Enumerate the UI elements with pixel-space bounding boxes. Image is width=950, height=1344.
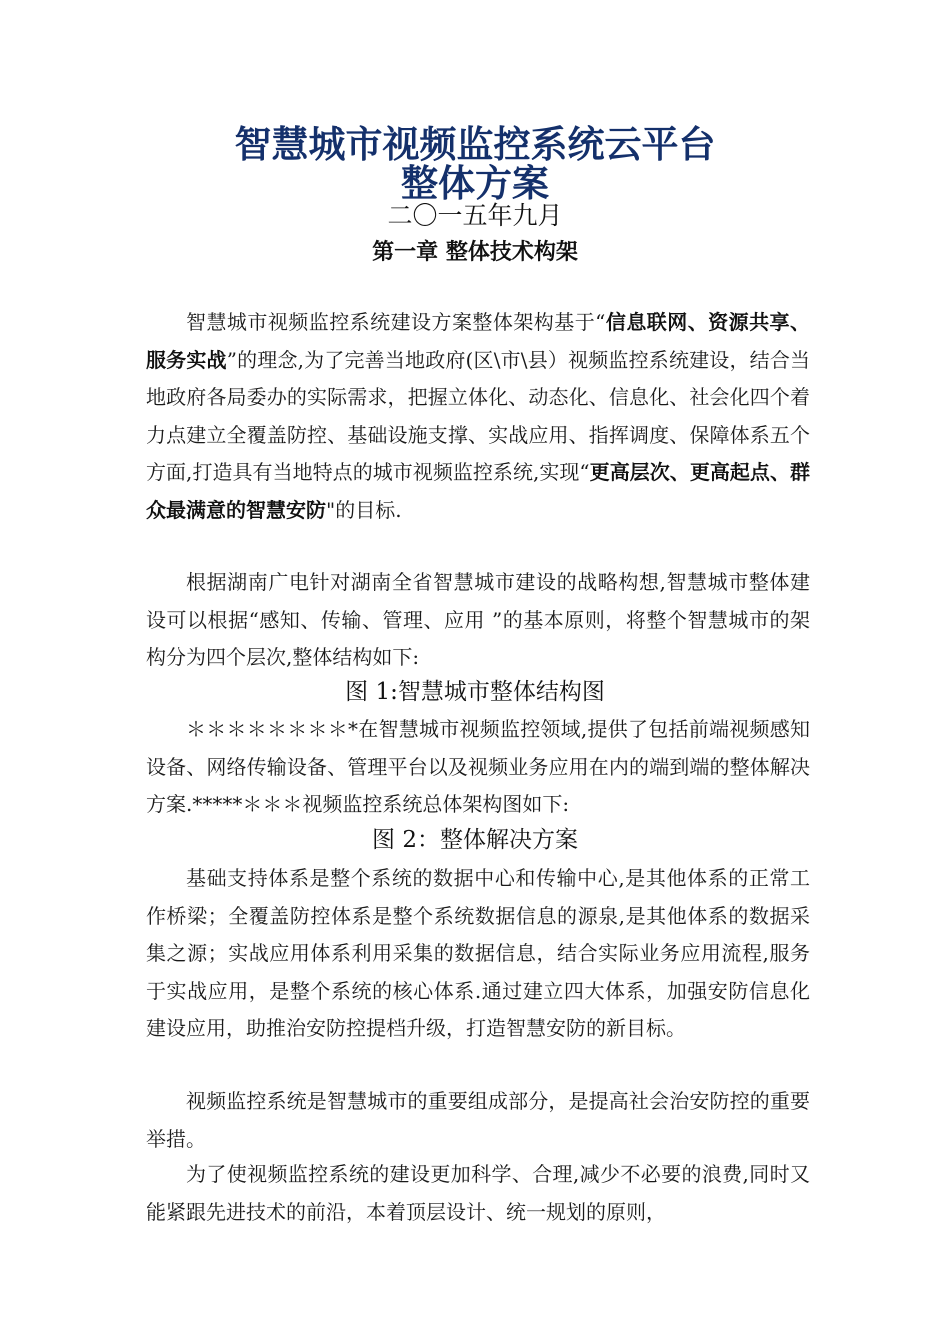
- document-title-line1: 智慧城市视频监控系统云平台: [234, 123, 716, 166]
- document-date: 二〇一五年九月: [387, 201, 563, 230]
- chapter-heading: 第一章 整体技术构架: [372, 240, 578, 265]
- emphasis-text: 信息联网、资源共享、服务实战: [146, 310, 810, 372]
- paragraph-solution: ＊＊＊＊＊＊＊＊*在智慧城市视频监控领域,提供了包括前端视频感知设备、网络传输设备、管理平台以及视频业务应用在内的端到端的整体解决方案.*****＊＊＊视频监控系统总体架构图如下:: [146, 717, 810, 816]
- figure1-caption: 图 1:智慧城市整体结构图: [345, 679, 605, 705]
- paragraph-planning: 为了使视频监控系统的建设更加科学、合理,减少不必要的浪费,同时又能紧跟先进技术的前沿，本着顶层设计、统一规划的原则，: [146, 1162, 810, 1224]
- emphasis-text: 更高层次、更高起点、群众最满意的智慧安防: [146, 460, 810, 522]
- paragraph-strategy: 根据湖南广电针对湖南全省智慧城市建设的战略构想,智慧城市整体建设可以根据“感知、传输、管理、应用 ”的基本原则，将整个智慧城市的架构分为四个层次,整体结构如下:: [146, 570, 810, 669]
- paragraph-text: "的目标.: [326, 497, 402, 522]
- document-title-line2: 整体方案: [401, 162, 549, 205]
- figure2-caption: 图 2：整体解决方案: [372, 827, 578, 853]
- paragraph-importance: 视频监控系统是智慧城市的重要组成部分，是提高社会治安防控的重要举措。: [146, 1089, 810, 1151]
- paragraph-text: ”的理念,为了完善当地政府(区\市\县）视频监控系统建设，结合当地政府各局委办的实际需求，把握立体化、动态化、信息化、社会化四个着力点建立全覆盖防控、基础设施支撑、实战应用、指挥调度、保障体系五个方面,打造具有当地特点的城市视频监控系统,实现“: [146, 347, 810, 484]
- paragraph-support-system: 基础支持体系是整个系统的数据中心和传输中心,是其他体系的正常工作桥梁；全覆盖防控体系是整个系统数据信息的源泉,是其他体系的数据采集之源；实战应用体系利用采集的数据信息，结合实际业务应用流程,服务于实战应用，是整个系统的核心体系.通过建立四大体系，加强安防信息化建设应用，助推治安防控提档升级，打造智慧安防的新目标。: [146, 866, 810, 1040]
- paragraph-architecture: [146, 304, 810, 529]
- paragraph-text: 智慧城市视频监控系统建设方案整体架构基于“: [186, 310, 606, 334]
